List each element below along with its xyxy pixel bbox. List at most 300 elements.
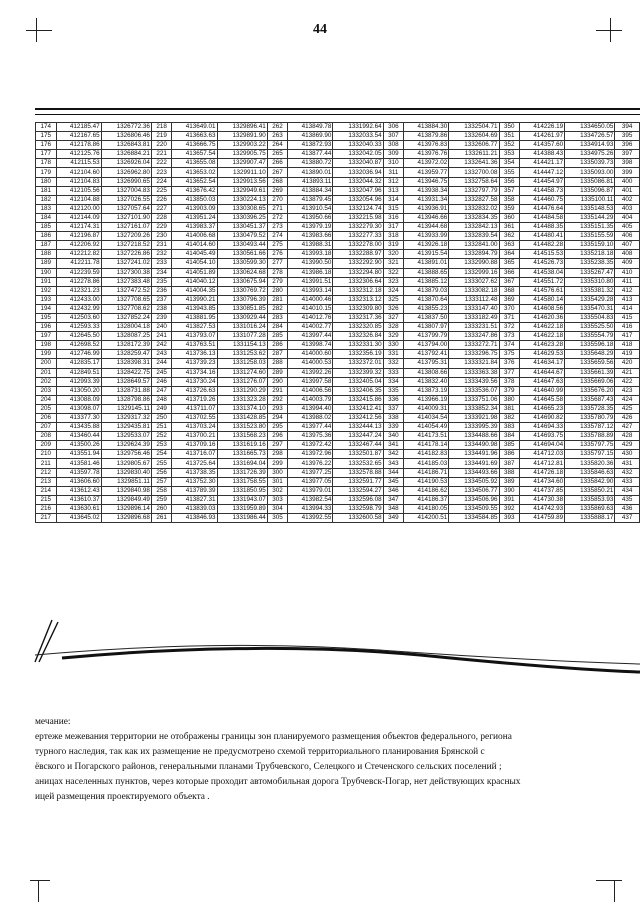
y-coordinate-cell: 1332700.08 [449,168,499,177]
y-coordinate-cell: 1330479.52 [217,232,267,241]
table-row [36,477,640,486]
y-coordinate-cell: 1334491.96 [449,450,499,459]
point-number-cell: 219 [151,132,172,141]
point-number-cell: 414 [615,304,640,313]
point-number-cell: 363 [499,241,520,250]
point-number-cell: 369 [499,295,520,304]
x-coordinate-cell: 413979.01 [288,486,333,495]
x-coordinate-cell: 414012.76 [288,313,333,322]
x-coordinate-cell: 412503.60 [56,313,101,322]
point-number-cell: 327 [383,313,404,322]
point-number-cell: 329 [383,332,404,341]
x-coordinate-cell: 413719.26 [172,395,217,404]
point-number-cell: 405 [615,223,640,232]
y-coordinate-cell: 1331568.23 [217,432,267,441]
point-number-cell: 232 [151,250,172,259]
y-coordinate-cell: 1331619.16 [217,441,267,450]
x-coordinate-cell: 412698.52 [56,341,101,350]
y-coordinate-cell: 1335100.11 [565,195,615,204]
point-number-cell: 297 [267,441,288,450]
y-coordinate-cell: 1335888.17 [565,514,615,523]
point-number-cell: 187 [36,241,57,250]
x-coordinate-cell: 414000.46 [288,295,333,304]
y-coordinate-cell: 1334493.66 [449,468,499,477]
y-coordinate-cell: 1332598.79 [333,504,383,513]
point-number-cell: 268 [267,177,288,186]
point-number-cell: 367 [499,277,520,286]
y-coordinate-cell: 1332834.35 [449,213,499,222]
x-coordinate-cell: 414690.82 [520,414,565,423]
y-coordinate-cell: 1331428.85 [217,414,267,423]
x-coordinate-cell: 414694.33 [520,423,565,432]
point-number-cell: 207 [36,423,57,432]
point-number-cell: 417 [615,332,640,341]
y-coordinate-cell: 1332990.88 [449,259,499,268]
point-number-cell: 391 [499,495,520,504]
point-number-cell: 396 [615,141,640,150]
y-coordinate-cell: 1333231.51 [449,323,499,332]
y-coordinate-cell: 1328422.75 [101,368,151,377]
y-coordinate-cell: 1331758.55 [217,477,267,486]
x-coordinate-cell: 414054.49 [404,423,449,432]
y-coordinate-cell: 1332309.80 [333,304,383,313]
x-coordinate-cell: 413869.90 [288,132,333,141]
point-number-cell: 253 [151,441,172,450]
y-coordinate-cell: 1333112.48 [449,295,499,304]
point-number-cell: 276 [267,250,288,259]
x-coordinate-cell: 413990.21 [172,295,217,304]
point-number-cell: 339 [383,423,404,432]
x-coordinate-cell: 414484.58 [520,213,565,222]
point-number-cell: 275 [267,241,288,250]
y-coordinate-cell: 1326962.80 [101,168,151,177]
y-coordinate-cell: 1335820.36 [565,459,615,468]
x-coordinate-cell: 413794.00 [404,341,449,350]
y-coordinate-cell: 1330929.44 [217,313,267,322]
y-coordinate-cell: 1335151.35 [565,223,615,232]
x-coordinate-cell: 414634.17 [520,359,565,368]
point-number-cell: 213 [36,477,57,486]
x-coordinate-cell: 414185.03 [404,459,449,468]
table-row [36,277,640,286]
point-number-cell: 284 [267,323,288,332]
point-number-cell: 423 [615,386,640,395]
table-row [36,423,640,432]
point-number-cell: 425 [615,404,640,413]
point-number-cell: 418 [615,341,640,350]
point-number-cell: 206 [36,414,57,423]
table-row [36,141,640,150]
point-number-cell: 220 [151,141,172,150]
x-coordinate-cell: 413946.66 [404,213,449,222]
x-coordinate-cell: 413645.02 [56,514,101,523]
y-coordinate-cell: 1332326.84 [333,332,383,341]
point-number-cell: 267 [267,168,288,177]
y-coordinate-cell: 1332312.18 [333,286,383,295]
x-coordinate-cell: 413994.33 [288,504,333,513]
point-number-cell: 342 [383,450,404,459]
point-number-cell: 429 [615,441,640,450]
table-row [36,232,640,241]
x-coordinate-cell: 413709.16 [172,441,217,450]
point-number-cell: 366 [499,268,520,277]
point-number-cell: 176 [36,141,57,150]
point-number-cell: 247 [151,386,172,395]
x-coordinate-cell: 413792.41 [404,350,449,359]
y-coordinate-cell: 1331992.64 [333,123,383,132]
x-coordinate-cell: 413702.55 [172,414,217,423]
x-coordinate-cell: 413975.36 [288,432,333,441]
y-coordinate-cell: 1331726.39 [217,468,267,477]
point-number-cell: 393 [499,514,520,523]
y-coordinate-cell: 1332124.74 [333,204,383,213]
point-number-cell: 178 [36,159,57,168]
y-coordinate-cell: 1331274.60 [217,368,267,377]
y-coordinate-cell: 1331154.13 [217,341,267,350]
point-number-cell: 353 [499,150,520,159]
x-coordinate-cell: 412104.60 [56,168,101,177]
page-number: 44 [313,22,327,37]
point-number-cell: 262 [267,123,288,132]
x-coordinate-cell: 414645.58 [520,395,565,404]
point-number-cell: 240 [151,323,172,332]
x-coordinate-cell: 414003.79 [288,395,333,404]
y-coordinate-cell: 1332999.16 [449,268,499,277]
point-number-cell: 255 [151,459,172,468]
y-coordinate-cell: 1335869.63 [565,504,615,513]
y-coordinate-cell: 1329840.98 [101,486,151,495]
point-number-cell: 235 [151,277,172,286]
point-number-cell: 311 [383,168,404,177]
point-number-cell: 264 [267,141,288,150]
x-coordinate-cell: 413944.68 [404,223,449,232]
point-number-cell: 411 [615,277,640,286]
point-number-cell: 285 [267,332,288,341]
x-coordinate-cell: 413827.53 [172,323,217,332]
point-number-cell: 306 [383,123,404,132]
y-coordinate-cell: 1328259.47 [101,350,151,359]
y-coordinate-cell: 1334506.77 [449,486,499,495]
y-coordinate-cell: 1335218.18 [565,250,615,259]
x-coordinate-cell: 413976.22 [288,459,333,468]
point-number-cell: 260 [151,504,172,513]
point-number-cell: 321 [383,259,404,268]
x-coordinate-cell: 413879.45 [288,195,333,204]
y-coordinate-cell: 1330308.65 [217,204,267,213]
x-coordinate-cell: 412196.87 [56,232,101,241]
point-number-cell: 281 [267,295,288,304]
x-coordinate-cell: 414014.60 [172,241,217,250]
y-coordinate-cell: 1332317.36 [333,313,383,322]
table-row [36,250,640,259]
point-number-cell: 415 [615,313,640,322]
x-coordinate-cell: 412115.53 [56,159,101,168]
y-coordinate-cell: 1331986.44 [217,514,267,523]
y-coordinate-cell: 1332033.54 [333,132,383,141]
point-number-cell: 185 [36,223,57,232]
point-number-cell: 181 [36,186,57,195]
y-coordinate-cell: 1332044.32 [333,177,383,186]
y-coordinate-cell: 1330796.39 [217,295,267,304]
point-number-cell: 354 [499,159,520,168]
x-coordinate-cell: 414357.60 [520,141,565,150]
x-coordinate-cell: 414620.36 [520,313,565,322]
point-number-cell: 290 [267,377,288,386]
x-coordinate-cell: 414480.41 [520,232,565,241]
x-coordinate-cell: 413098.07 [56,404,101,413]
x-coordinate-cell: 414173.51 [404,432,449,441]
point-number-cell: 252 [151,432,172,441]
point-number-cell: 426 [615,414,640,423]
y-coordinate-cell: 1327218.52 [101,241,151,250]
y-coordinate-cell: 1335039.73 [565,159,615,168]
point-number-cell: 390 [499,486,520,495]
point-number-cell: 416 [615,323,640,332]
x-coordinate-cell: 414538.04 [520,268,565,277]
y-coordinate-cell: 1332611.21 [449,150,499,159]
table-row [36,177,640,186]
point-number-cell: 244 [151,359,172,368]
y-coordinate-cell: 1331943.07 [217,495,267,504]
x-coordinate-cell: 413972.42 [288,441,333,450]
y-coordinate-cell: 1332331.30 [333,341,383,350]
x-coordinate-cell: 413739.23 [172,359,217,368]
x-coordinate-cell: 413730.24 [172,377,217,386]
x-coordinate-cell: 414006.56 [288,386,333,395]
point-number-cell: 403 [615,204,640,213]
point-number-cell: 259 [151,495,172,504]
y-coordinate-cell: 1335728.35 [565,404,615,413]
y-coordinate-cell: 1335144.29 [565,213,615,222]
boundary-lines-drawing [0,600,640,700]
x-coordinate-cell: 413653.02 [172,168,217,177]
x-coordinate-cell: 413884.30 [404,123,449,132]
x-coordinate-cell: 414200.51 [404,514,449,523]
table-row [36,414,640,423]
point-number-cell: 193 [36,295,57,304]
y-coordinate-cell: 1332606.77 [449,141,499,150]
x-coordinate-cell: 414226.19 [520,123,565,132]
point-number-cell: 394 [615,123,640,132]
y-coordinate-cell: 1332842.13 [449,223,499,232]
point-number-cell: 328 [383,323,404,332]
point-number-cell: 179 [36,168,57,177]
point-number-cell: 243 [151,350,172,359]
x-coordinate-cell: 413992.26 [288,368,333,377]
x-coordinate-cell: 413612.43 [56,486,101,495]
x-coordinate-cell: 413663.63 [172,132,217,141]
point-number-cell: 360 [499,213,520,222]
y-coordinate-cell: 1331290.29 [217,386,267,395]
x-coordinate-cell: 412432.99 [56,304,101,313]
y-coordinate-cell: 1329533.07 [101,432,151,441]
point-number-cell: 330 [383,341,404,350]
point-number-cell: 289 [267,368,288,377]
x-coordinate-cell: 414580.14 [520,295,565,304]
y-coordinate-cell: 1327708.62 [101,304,151,313]
table-row [36,432,640,441]
y-coordinate-cell: 1331253.62 [217,350,267,359]
x-coordinate-cell: 414742.93 [520,504,565,513]
y-coordinate-cell: 1326772.36 [101,123,151,132]
table-row [36,168,640,177]
point-number-cell: 186 [36,232,57,241]
y-coordinate-cell: 1335853.93 [565,495,615,504]
point-number-cell: 314 [383,195,404,204]
table-row [36,323,640,332]
x-coordinate-cell: 412104.88 [56,195,101,204]
table-row [36,359,640,368]
point-number-cell: 270 [267,195,288,204]
y-coordinate-cell: 1335267.47 [565,268,615,277]
x-coordinate-cell: 412993.39 [56,377,101,386]
x-coordinate-cell: 413711.07 [172,404,217,413]
x-coordinate-cell: 414737.85 [520,486,565,495]
point-number-cell: 310 [383,159,404,168]
y-coordinate-cell: 1335780.79 [565,414,615,423]
table-row [36,268,640,277]
y-coordinate-cell: 1335429.28 [565,295,615,304]
point-number-cell: 427 [615,423,640,432]
point-number-cell: 250 [151,414,172,423]
x-coordinate-cell: 413799.79 [404,332,449,341]
x-coordinate-cell: 413880.72 [288,159,333,168]
x-coordinate-cell: 413888.65 [404,268,449,277]
y-coordinate-cell: 1332832.02 [449,204,499,213]
y-coordinate-cell: 1335659.56 [565,359,615,368]
y-coordinate-cell: 1335470.31 [565,304,615,313]
note-line: ицей размещения проектируемого объекта . [35,792,210,802]
point-number-cell: 412 [615,286,640,295]
point-number-cell: 388 [499,468,520,477]
x-coordinate-cell: 413873.19 [404,386,449,395]
x-coordinate-cell: 412433.00 [56,295,101,304]
point-number-cell: 319 [383,241,404,250]
point-number-cell: 333 [383,368,404,377]
table-row [36,377,640,386]
y-coordinate-cell: 1334505.92 [449,477,499,486]
point-number-cell: 375 [499,350,520,359]
y-coordinate-cell: 1331665.73 [217,450,267,459]
x-coordinate-cell: 412174.31 [56,223,101,232]
x-coordinate-cell: 414051.89 [172,268,217,277]
point-number-cell: 294 [267,414,288,423]
y-coordinate-cell: 1332594.27 [333,486,383,495]
y-coordinate-cell: 1329913.56 [217,177,267,186]
x-coordinate-cell: 413997.44 [288,332,333,341]
point-number-cell: 210 [36,450,57,459]
x-coordinate-cell: 413703.24 [172,423,217,432]
x-coordinate-cell: 413807.97 [404,323,449,332]
x-coordinate-cell: 413991.51 [288,277,333,286]
point-number-cell: 428 [615,432,640,441]
x-coordinate-cell: 413972.02 [404,159,449,168]
y-coordinate-cell: 1335669.06 [565,377,615,386]
point-number-cell: 320 [383,250,404,259]
x-coordinate-cell: 413435.88 [56,423,101,432]
x-coordinate-cell: 413827.31 [172,495,217,504]
point-number-cell: 385 [499,441,520,450]
x-coordinate-cell: 413879.86 [404,132,449,141]
table-row [36,159,640,168]
x-coordinate-cell: 413877.44 [288,150,333,159]
point-number-cell: 434 [615,486,640,495]
point-number-cell: 409 [615,259,640,268]
y-coordinate-cell: 1332294.80 [333,268,383,277]
x-coordinate-cell: 414551.72 [520,277,565,286]
x-coordinate-cell: 413879.03 [404,286,449,295]
y-coordinate-cell: 1330599.30 [217,259,267,268]
point-number-cell: 256 [151,468,172,477]
point-number-cell: 227 [151,204,172,213]
x-coordinate-cell: 413979.19 [288,223,333,232]
point-number-cell: 287 [267,350,288,359]
x-coordinate-cell: 414178.14 [404,441,449,450]
y-coordinate-cell: 1327241.02 [101,259,151,268]
y-coordinate-cell: 1330769.72 [217,286,267,295]
x-coordinate-cell: 414693.75 [520,432,565,441]
x-coordinate-cell: 414665.23 [520,404,565,413]
y-coordinate-cell: 1333751.06 [449,395,499,404]
y-coordinate-cell: 1331323.28 [217,395,267,404]
point-number-cell: 175 [36,132,57,141]
point-number-cell: 374 [499,341,520,350]
point-number-cell: 182 [36,195,57,204]
point-number-cell: 203 [36,386,57,395]
y-coordinate-cell: 1332040.87 [333,159,383,168]
point-number-cell: 351 [499,132,520,141]
x-coordinate-cell: 414608.56 [520,304,565,313]
point-number-cell: 216 [36,504,57,513]
y-coordinate-cell: 1333321.84 [449,359,499,368]
table-row [36,223,640,232]
x-coordinate-cell: 413872.93 [288,141,333,150]
point-number-cell: 189 [36,259,57,268]
y-coordinate-cell: 1327852.24 [101,313,151,322]
y-coordinate-cell: 1332313.12 [333,295,383,304]
x-coordinate-cell: 413977.05 [288,477,333,486]
point-number-cell: 325 [383,295,404,304]
point-number-cell: 286 [267,341,288,350]
x-coordinate-cell: 413050.20 [56,386,101,395]
point-number-cell: 316 [383,213,404,222]
x-coordinate-cell: 412178.86 [56,141,101,150]
point-number-cell: 317 [383,223,404,232]
x-coordinate-cell: 413992.55 [288,514,333,523]
y-coordinate-cell: 1326806.46 [101,132,151,141]
point-number-cell: 245 [151,368,172,377]
point-number-cell: 218 [151,123,172,132]
x-coordinate-cell: 414759.89 [520,514,565,523]
x-coordinate-cell: 413931.34 [404,195,449,204]
point-number-cell: 199 [36,350,57,359]
x-coordinate-cell: 413610.37 [56,495,101,504]
point-number-cell: 349 [383,514,404,523]
y-coordinate-cell: 1332279.30 [333,223,383,232]
note-line: ертеже межевания территории не отображены границы зон планируемого размещения объектов федерального, региона [35,732,512,742]
point-number-cell: 324 [383,286,404,295]
table-row [36,368,640,377]
point-number-cell: 352 [499,141,520,150]
x-coordinate-cell: 414694.04 [520,441,565,450]
notes-heading: мечание: [35,717,71,727]
y-coordinate-cell: 1333182.49 [449,313,499,322]
y-coordinate-cell: 1335788.89 [565,432,615,441]
point-number-cell: 301 [267,477,288,486]
y-coordinate-cell: 1327708.65 [101,295,151,304]
y-coordinate-cell: 1335148.53 [565,204,615,213]
x-coordinate-cell: 413893.11 [288,177,333,186]
